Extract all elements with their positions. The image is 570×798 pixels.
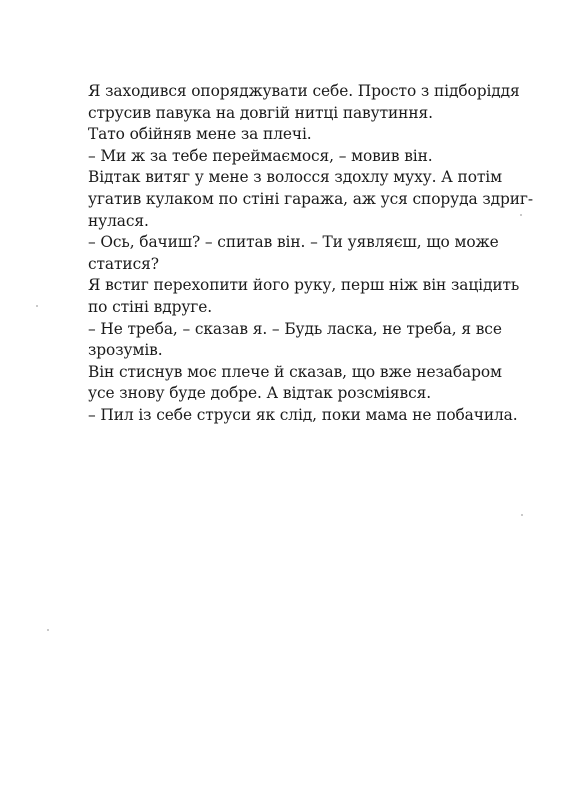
paragraph-6 <box>88 275 520 318</box>
paragraph-5 <box>88 232 508 275</box>
text-line: по стіні вдруге. <box>88 297 213 316</box>
paragraph-8 <box>88 362 508 405</box>
text-line: – Ми ж за тебе переймаємося, – мовив він. <box>88 146 433 165</box>
text-line: – Ось, бачиш? – спитав він. – Ти уявляєш, що може <box>88 233 499 252</box>
paragraph-9 <box>88 405 518 427</box>
paragraph-1 <box>88 81 520 124</box>
text-line: Я заходився опоряджувати себе. Просто з підборіддя <box>88 82 520 100</box>
text-line: Він стиснув моє плече й сказав, що вже незабаром <box>88 362 502 381</box>
text-line: Тато обійняв мене за плечі. <box>88 125 312 144</box>
scan-speck <box>36 305 38 307</box>
text-line: – Пил із себе струси як слід, поки мама не побачила. <box>88 405 518 424</box>
text-line: Відтак витяг у мене з волосся здохлу муху. А потім <box>88 168 502 187</box>
text-line: статися? <box>88 254 159 273</box>
body-text <box>88 81 533 427</box>
paragraph-4 <box>88 167 533 232</box>
text-line: угатив кулаком по стіні гаража, аж уся споруда здриг- <box>88 189 533 208</box>
scan-speck <box>47 629 49 631</box>
text-line: зрозумів. <box>88 341 163 360</box>
text-line: Я встиг перехопити його руку, перш ніж він зацідить <box>88 276 520 295</box>
paragraph-3 <box>88 146 508 168</box>
scan-speck <box>520 214 522 216</box>
text-line: нулася. <box>88 211 149 230</box>
paragraph-2 <box>88 124 508 146</box>
text-line: – Не треба, – сказав я. – Будь ласка, не треба, я все <box>88 319 502 338</box>
text-line: усе знову буде добре. А відтак розсміявся. <box>88 384 431 403</box>
scan-speck <box>521 514 523 516</box>
text-line: струсив павука на довгій нитці павутиння. <box>88 103 433 122</box>
paragraph-7 <box>88 319 508 362</box>
